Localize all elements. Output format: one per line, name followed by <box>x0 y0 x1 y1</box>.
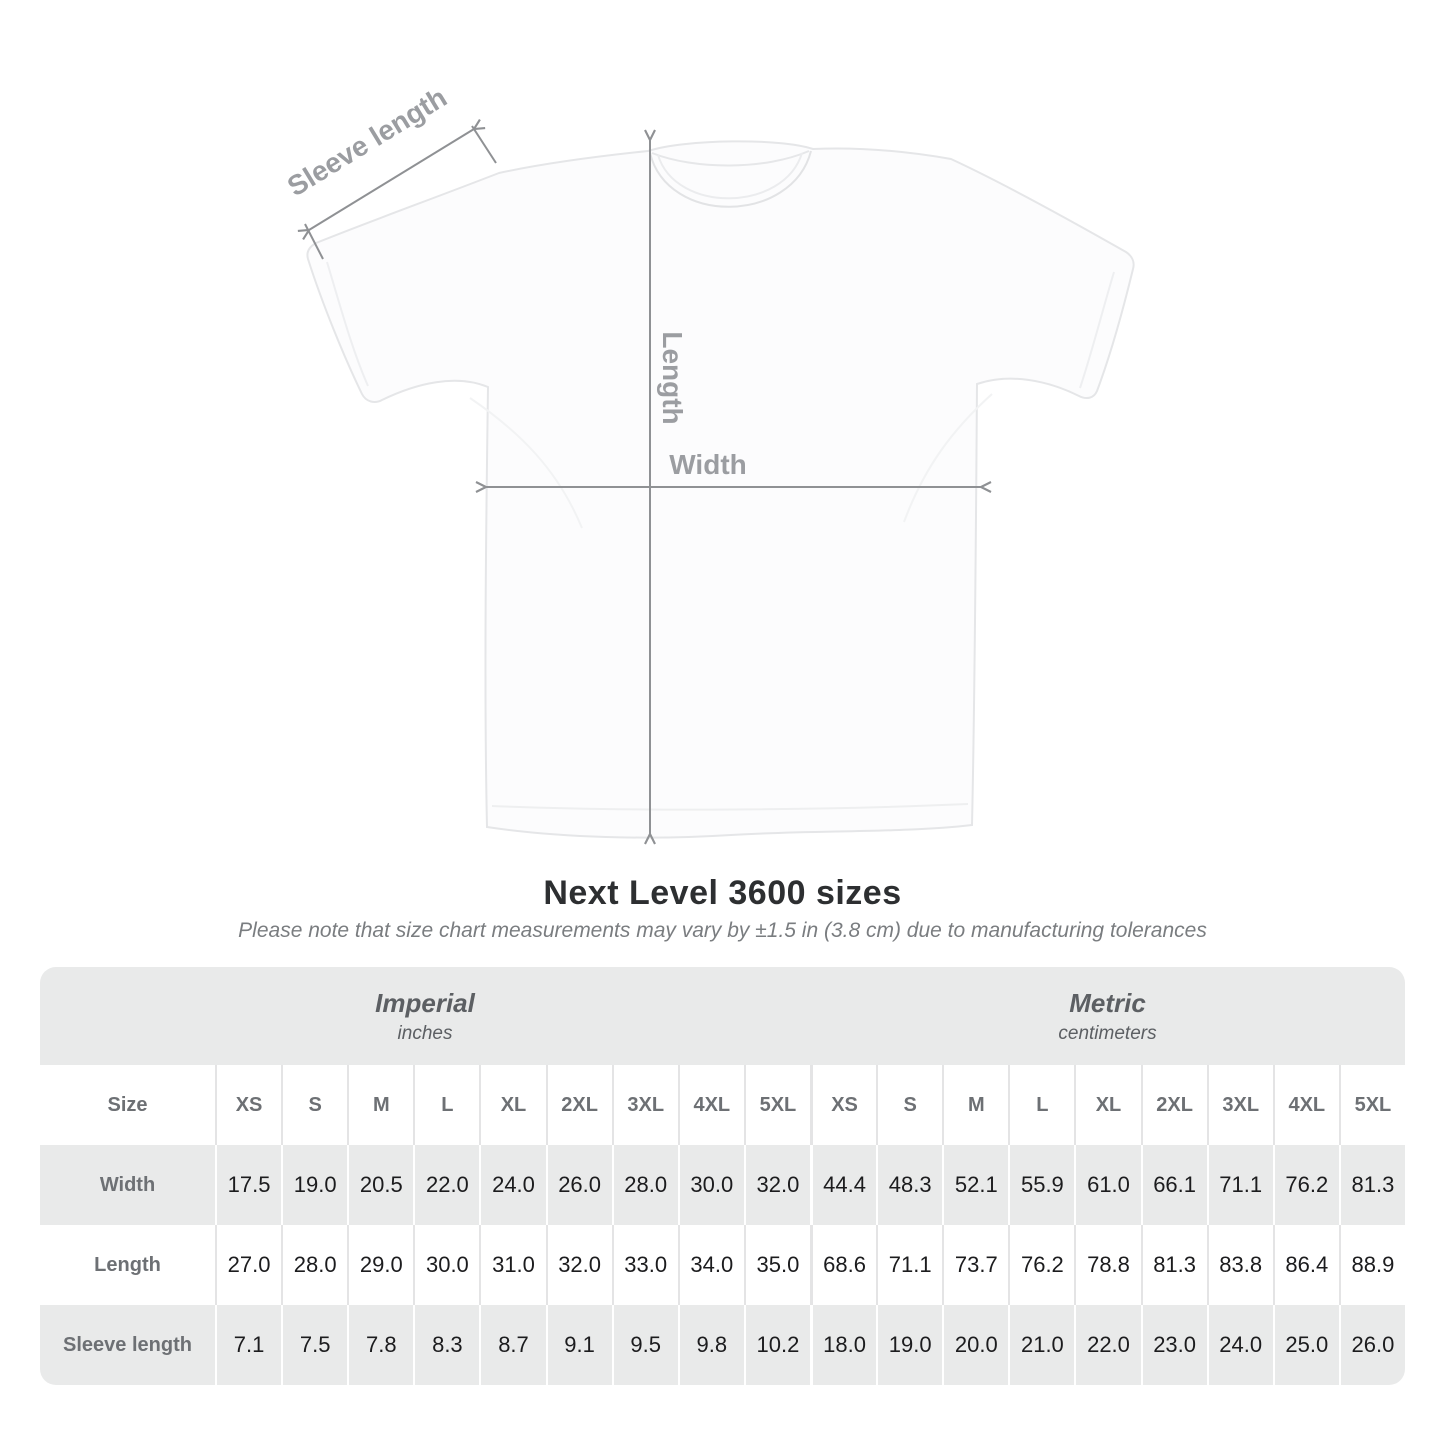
tolerance-note: Please note that size chart measurements may vary by ±1.5 in (3.8 cm) due to manufacturing tolerances <box>238 919 1207 942</box>
measurement-cell: 28.0 <box>612 1145 678 1225</box>
metric-title: Metric <box>1069 987 1146 1018</box>
width-label: Width <box>669 449 747 480</box>
size-table-grid <box>40 1065 1405 1385</box>
measurement-cell: 29.0 <box>347 1225 413 1305</box>
measurement-cell: 30.0 <box>413 1225 479 1305</box>
unit-group-band <box>40 967 1405 1065</box>
measurement-cell: 26.0 <box>1339 1305 1405 1385</box>
measurement-cell: 10.2 <box>744 1305 810 1385</box>
measurement-cell: 71.1 <box>876 1225 942 1305</box>
size-col-header: M <box>347 1065 413 1145</box>
measurement-cell: 9.1 <box>546 1305 612 1385</box>
size-col-header: 2XL <box>1141 1065 1207 1145</box>
size-col-header: 5XL <box>744 1065 810 1145</box>
measurement-row-label: Sleeve length <box>40 1305 215 1385</box>
size-col-header: XS <box>215 1065 281 1145</box>
measurement-cell: 68.6 <box>810 1225 876 1305</box>
measurement-cell: 18.0 <box>810 1305 876 1385</box>
size-col-header: L <box>413 1065 479 1145</box>
measurement-cell: 23.0 <box>1141 1305 1207 1385</box>
measurement-cell: 31.0 <box>479 1225 545 1305</box>
measurement-cell: 52.1 <box>942 1145 1008 1225</box>
measurement-row-label: Length <box>40 1225 215 1305</box>
metric-unit: centimeters <box>1058 1022 1157 1044</box>
measurement-cell: 9.8 <box>678 1305 744 1385</box>
measurement-cell: 25.0 <box>1273 1305 1339 1385</box>
metric-header <box>810 967 1405 1065</box>
measurement-cell: 8.7 <box>479 1305 545 1385</box>
measurement-cell: 22.0 <box>413 1145 479 1225</box>
measurement-cell: 73.7 <box>942 1225 1008 1305</box>
length-label: Length <box>657 331 688 425</box>
size-col-header: 4XL <box>1273 1065 1339 1145</box>
measurement-cell: 24.0 <box>1207 1305 1273 1385</box>
measurement-cell: 86.4 <box>1273 1225 1339 1305</box>
size-col-header: S <box>876 1065 942 1145</box>
imperial-header <box>40 967 810 1065</box>
size-row-label: Size <box>40 1065 215 1145</box>
measurement-cell: 81.3 <box>1141 1225 1207 1305</box>
measurement-cell: 21.0 <box>1008 1305 1074 1385</box>
size-col-header: 2XL <box>546 1065 612 1145</box>
size-table <box>40 967 1405 1385</box>
measurement-cell: 26.0 <box>546 1145 612 1225</box>
imperial-unit: inches <box>397 1022 453 1044</box>
measurement-cell: 20.5 <box>347 1145 413 1225</box>
page-title: Next Level 3600 sizes <box>543 874 902 912</box>
measurement-cell: 55.9 <box>1008 1145 1074 1225</box>
measurement-cell: 35.0 <box>744 1225 810 1305</box>
measurement-cell: 48.3 <box>876 1145 942 1225</box>
size-col-header: 5XL <box>1339 1065 1405 1145</box>
measurement-row-label: Width <box>40 1145 215 1225</box>
measurement-cell: 71.1 <box>1207 1145 1273 1225</box>
sleeve-length-label: Sleeve length <box>281 81 453 203</box>
imperial-title: Imperial <box>375 987 475 1018</box>
size-col-header: 3XL <box>1207 1065 1273 1145</box>
measurement-cell: 8.3 <box>413 1305 479 1385</box>
size-col-header: 3XL <box>612 1065 678 1145</box>
measurement-cell: 7.5 <box>281 1305 347 1385</box>
measurement-cell: 32.0 <box>546 1225 612 1305</box>
size-col-header: S <box>281 1065 347 1145</box>
measurement-cell: 17.5 <box>215 1145 281 1225</box>
size-col-header: M <box>942 1065 1008 1145</box>
measurement-cell: 30.0 <box>678 1145 744 1225</box>
measurement-cell: 78.8 <box>1074 1225 1140 1305</box>
size-col-header: L <box>1008 1065 1074 1145</box>
measurement-cell: 22.0 <box>1074 1305 1140 1385</box>
measurement-cell: 9.5 <box>612 1305 678 1385</box>
size-col-header: XL <box>1074 1065 1140 1145</box>
measurement-cell: 24.0 <box>479 1145 545 1225</box>
measurement-cell: 33.0 <box>612 1225 678 1305</box>
measurement-cell: 28.0 <box>281 1225 347 1305</box>
measurement-cell: 19.0 <box>876 1305 942 1385</box>
measurement-cell: 19.0 <box>281 1145 347 1225</box>
measurement-cell: 81.3 <box>1339 1145 1405 1225</box>
measurement-cell: 7.1 <box>215 1305 281 1385</box>
measurement-cell: 66.1 <box>1141 1145 1207 1225</box>
measurement-cell: 27.0 <box>215 1225 281 1305</box>
tshirt-illustration <box>307 141 1133 837</box>
measurement-cell: 76.2 <box>1273 1145 1339 1225</box>
measurement-cell: 32.0 <box>744 1145 810 1225</box>
size-col-header: XL <box>479 1065 545 1145</box>
measurement-cell: 20.0 <box>942 1305 1008 1385</box>
size-col-header: XS <box>810 1065 876 1145</box>
size-col-header: 4XL <box>678 1065 744 1145</box>
measurement-cell: 7.8 <box>347 1305 413 1385</box>
measurement-cell: 83.8 <box>1207 1225 1273 1305</box>
measurement-cell: 88.9 <box>1339 1225 1405 1305</box>
measurement-cell: 34.0 <box>678 1225 744 1305</box>
measurement-cell: 61.0 <box>1074 1145 1140 1225</box>
measurement-cell: 44.4 <box>810 1145 876 1225</box>
measurement-cell: 76.2 <box>1008 1225 1074 1305</box>
